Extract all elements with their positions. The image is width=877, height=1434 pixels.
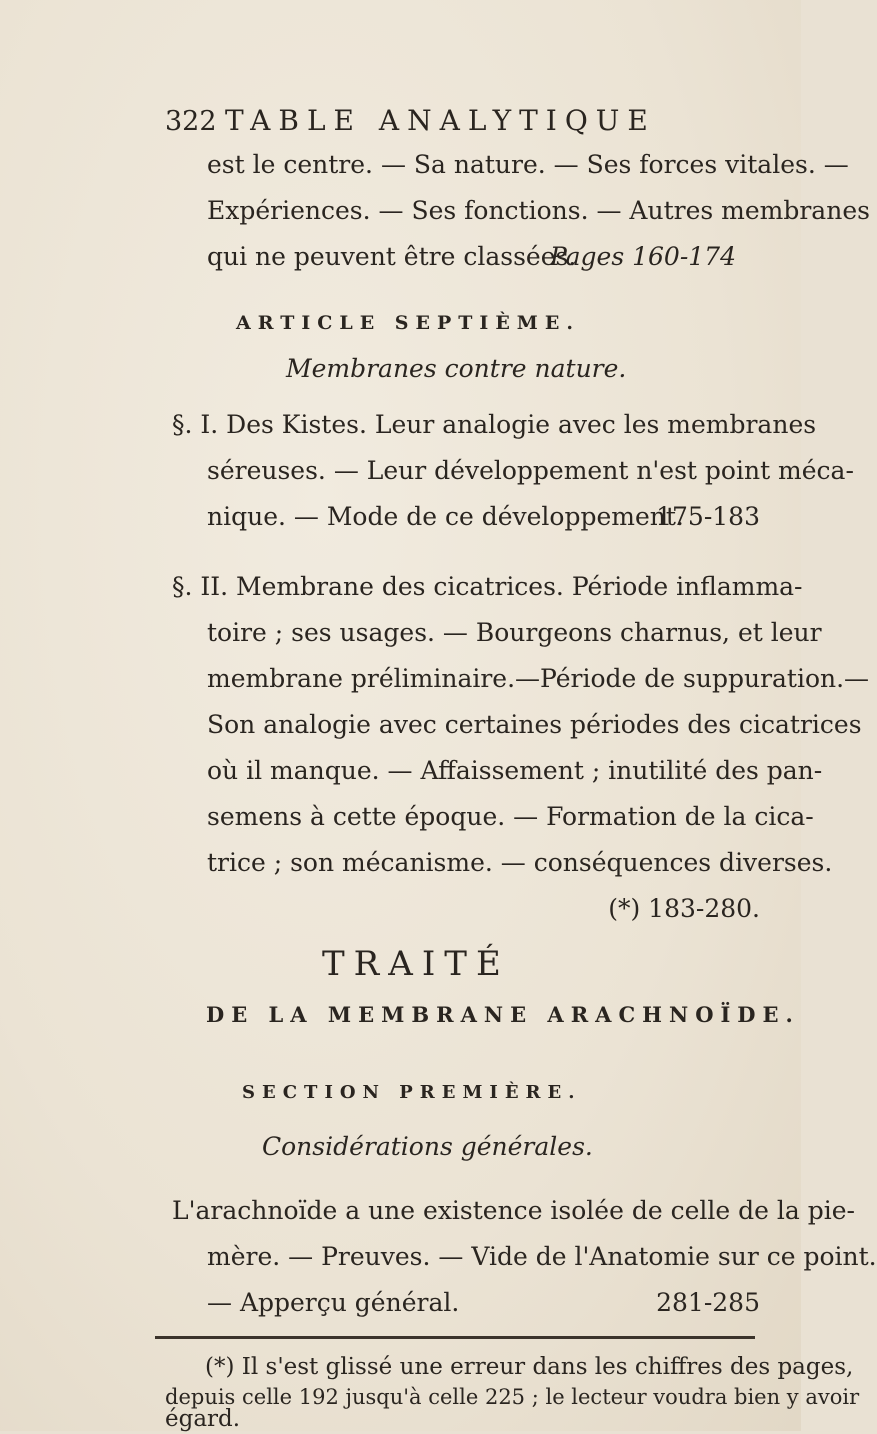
page-range: Pages 160-174 <box>549 242 736 271</box>
section-subheading: Considérations générales. <box>262 1132 593 1161</box>
text-line: trice ; son mécanisme. — conséquences diverses. <box>207 848 833 877</box>
text-line: — Apperçu général. <box>207 1288 460 1317</box>
footnote-line: depuis celle 192 jusqu'à celle 225 ; le lecteur voudra bien y avoir <box>165 1385 860 1409</box>
text-line: toire ; ses usages. — Bourgeons charnus, et leur <box>207 618 822 647</box>
text-line: semens à cette époque. — Formation de la cica- <box>207 802 814 831</box>
page-range: (*) 183-280. <box>608 894 760 923</box>
article-heading: ARTICLE SEPTIÈME. <box>236 312 580 334</box>
text-line: Son analogie avec certaines périodes des cicatrices <box>207 710 862 739</box>
text-line: §. I. Des Kistes. Leur analogie avec les membranes <box>172 410 817 439</box>
text-line: qui ne peuvent être classées. <box>207 242 577 271</box>
article-subheading: Membranes contre nature. <box>286 354 627 383</box>
section-heading: SECTION PREMIÈRE. <box>242 1082 582 1103</box>
footnote-line: (*) Il s'est glissé une erreur dans les chiffres des pages, <box>205 1354 854 1380</box>
text-line: séreuses. — Leur développement n'est point méca- <box>207 456 854 485</box>
page-number: 322 <box>165 106 217 137</box>
text-line: L'arachnoïde a une existence isolée de celle de la pie- <box>172 1196 855 1225</box>
text-line: est le centre. — Sa nature. — Ses forces vitales. — <box>207 150 849 179</box>
text-line: membrane préliminaire.—Période de suppuration.— <box>207 664 870 693</box>
page-range: 281-285 <box>656 1288 760 1317</box>
treatise-subtitle: DE LA MEMBRANE ARACHNOÏDE. <box>206 1002 800 1027</box>
separator-rule <box>155 1336 755 1339</box>
text-line: Expériences. — Ses fonctions. — Autres membranes <box>207 196 870 225</box>
text-line: nique. — Mode de ce développement. <box>207 502 684 531</box>
text-line: mère. — Preuves. — Vide de l'Anatomie sur ce point. <box>207 1242 877 1271</box>
treatise-title: TRAITÉ <box>322 944 510 984</box>
page-range: 175-183 <box>656 502 760 531</box>
footnote-line: égard. <box>165 1406 241 1432</box>
running-title: TABLE ANALYTIQUE <box>225 104 656 137</box>
text-line: §. II. Membrane des cicatrices. Période inflamma- <box>172 572 803 601</box>
text-line: où il manque. — Affaissement ; inutilité des pan- <box>207 756 823 785</box>
